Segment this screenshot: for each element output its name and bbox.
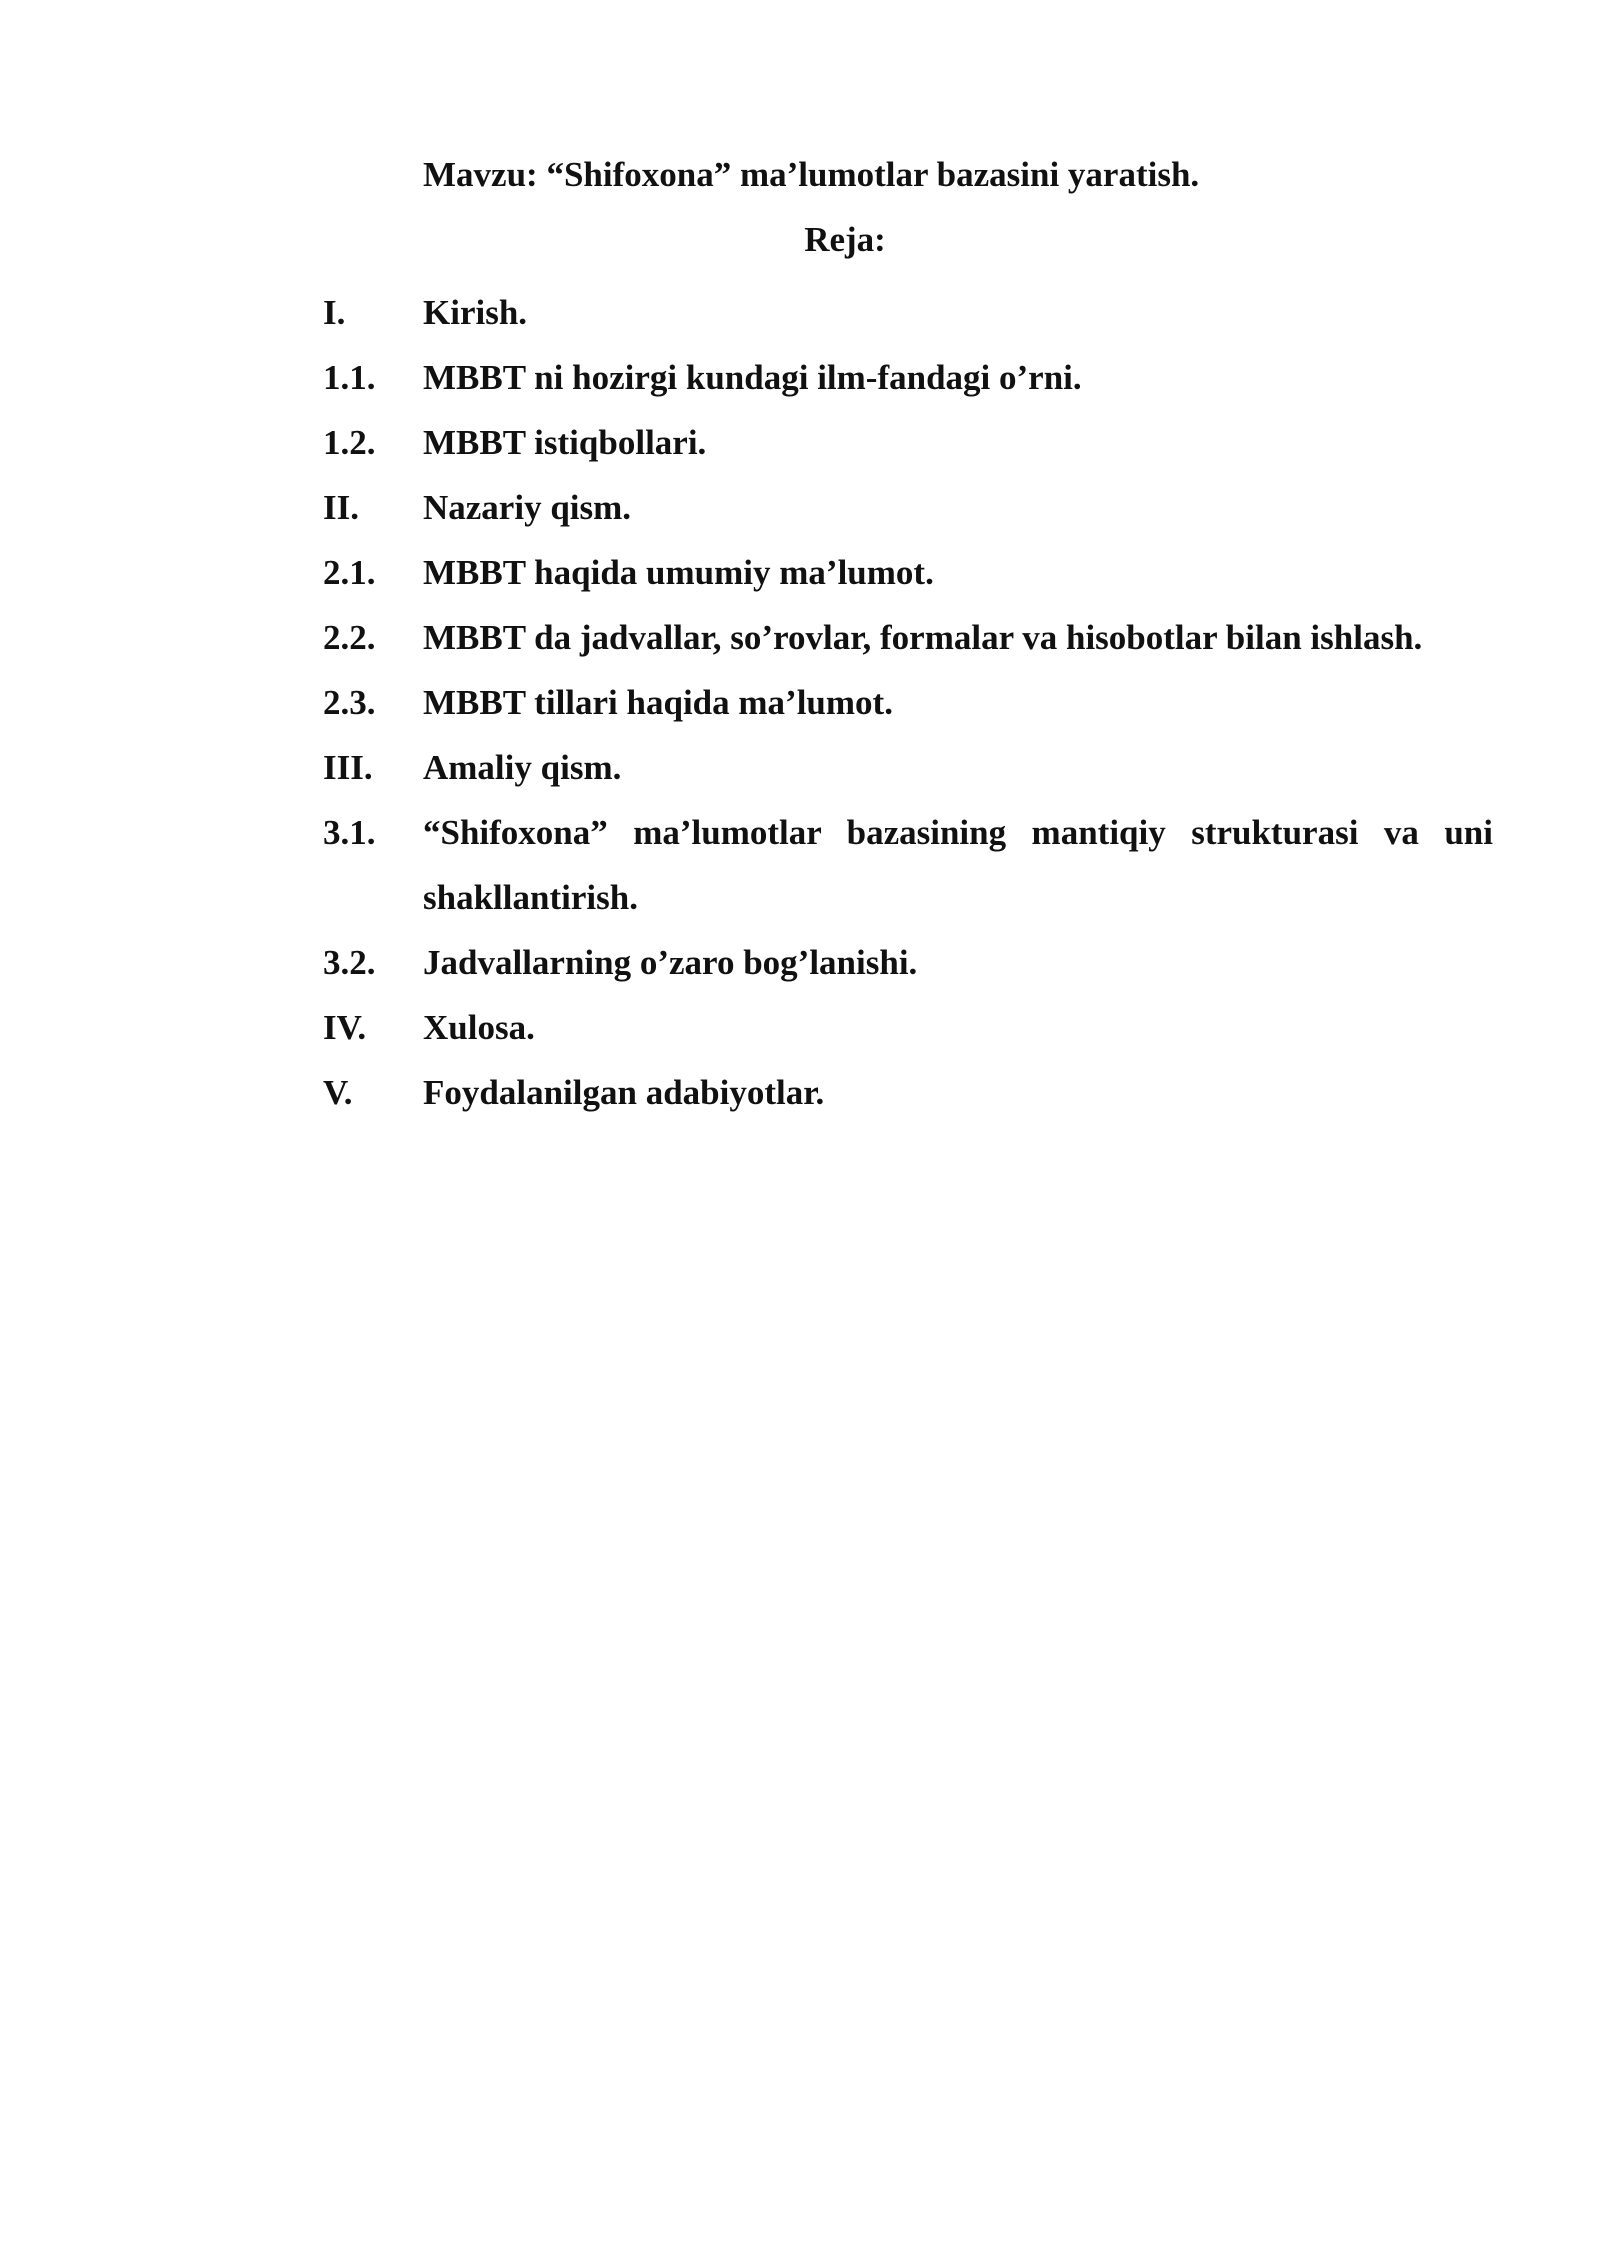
outline-number: 3.2. <box>323 943 376 982</box>
outline-number: 1.2. <box>323 423 376 462</box>
outline-number: 2.2. <box>323 618 376 657</box>
outline-item <box>323 995 1493 1060</box>
outline-item <box>323 670 1493 735</box>
outline-text: MBBT ni hozirgi kundagi ilm-fandagi o’rni. <box>423 358 1082 397</box>
outline-text: Xulosa. <box>423 1008 535 1047</box>
outline-text: “Shifoxona” ma’lumotlar bazasining mantiqiy strukturasi va uni shakllantirish. <box>423 813 1493 917</box>
outline-text: MBBT da jadvallar, so’rovlar, formalar va hisobotlar bilan ishlash. <box>423 618 1423 657</box>
outline-item <box>323 345 1493 410</box>
outline-item <box>323 605 1493 670</box>
outline-text: MBBT tillari haqida ma’lumot. <box>423 683 893 722</box>
outline-item <box>323 475 1493 540</box>
plan-heading: Reja: <box>804 220 886 259</box>
outline-text: Nazariy qism. <box>423 488 632 527</box>
outline-text: MBBT istiqbollari. <box>423 423 707 462</box>
outline-text: Kirish. <box>423 293 528 332</box>
outline-number: 3.1. <box>323 813 376 852</box>
outline-item <box>323 800 1493 930</box>
outline-text: Jadvallarning o’zaro bog’lanishi. <box>423 943 918 982</box>
outline-number: IV. <box>323 1008 367 1047</box>
outline-text: Amaliy qism. <box>423 748 622 787</box>
outline-number: 2.3. <box>323 683 376 722</box>
outline-item <box>323 410 1493 475</box>
outline-number: 2.1. <box>323 553 376 592</box>
outline-item <box>323 280 1493 345</box>
outline-item <box>323 735 1493 800</box>
outline-text: MBBT haqida umumiy ma’lumot. <box>423 553 934 592</box>
outline-item <box>323 1060 1493 1125</box>
outline-number: I. <box>323 293 346 332</box>
plan-outline <box>323 280 1493 1125</box>
outline-item <box>323 540 1493 605</box>
page-title: Mavzu: “Shifoxona” ma’lumotlar bazasini yaratish. <box>423 155 1200 194</box>
outline-number: III. <box>323 748 373 787</box>
outline-text: Foydalanilgan adabiyotlar. <box>423 1073 825 1112</box>
outline-item <box>323 930 1493 995</box>
outline-number: II. <box>323 488 359 527</box>
outline-number: 1.1. <box>323 358 376 397</box>
outline-number: V. <box>323 1073 353 1112</box>
